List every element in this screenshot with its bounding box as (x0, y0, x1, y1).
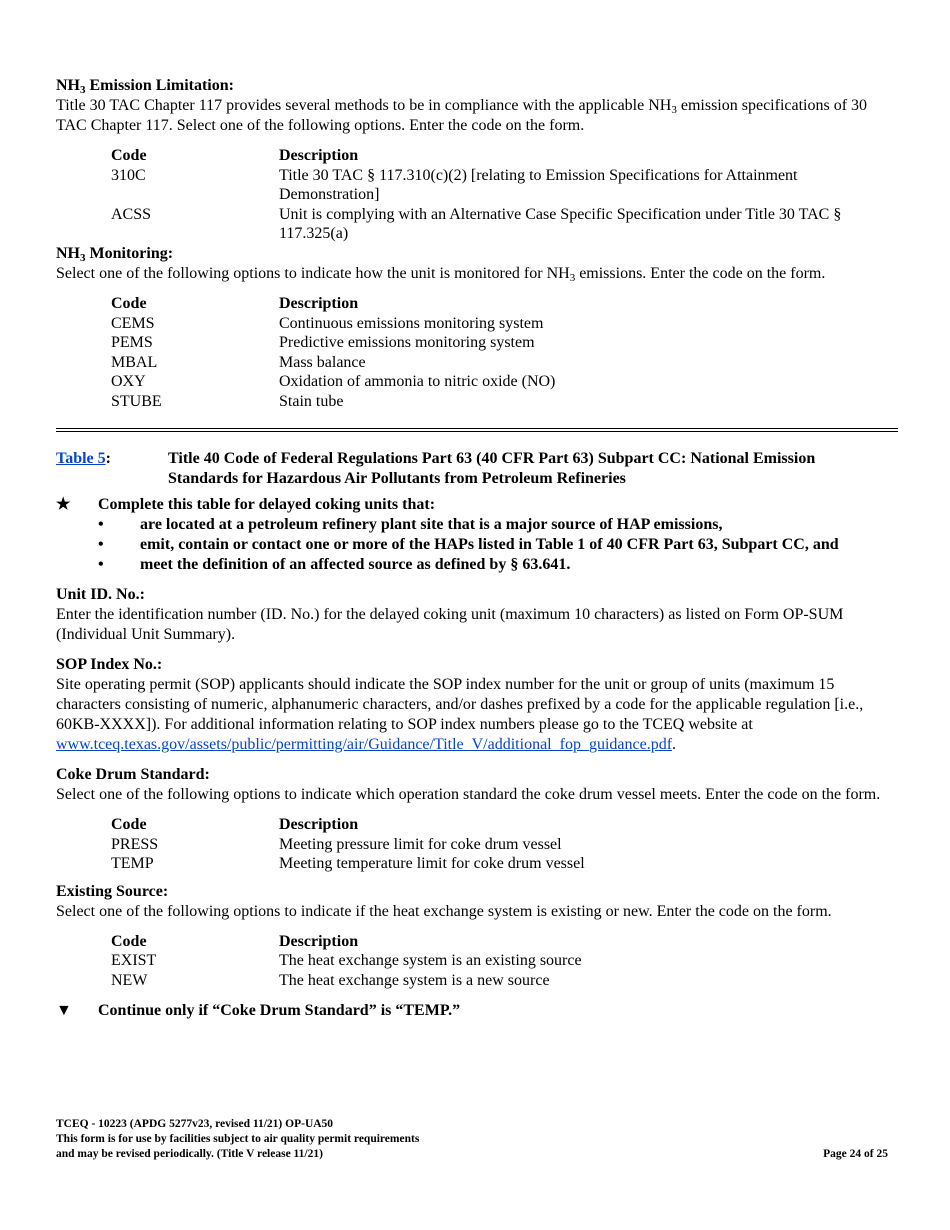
table-row: CEMS Continuous emissions monitoring system (111, 314, 544, 332)
coke-drum-code-table (111, 815, 891, 874)
bullet-icon: • (98, 536, 104, 553)
existing-source-description: Select one of the following options to indicate if the heat exchange system is existing or new. Enter the code on the form. (56, 902, 832, 920)
coke-drum-description: Select one of the following options to indicate which operation standard the coke drum vessel meets. Enter the code on the form. (56, 786, 881, 803)
column-header-code: Code (111, 294, 147, 312)
list-item: • meet the definition of an affected source as defined by § 63.641. (56, 555, 898, 575)
table5-section (56, 449, 898, 1021)
table5-instruction: ★ Complete this table for delayed coking units that: (56, 496, 436, 513)
table-row: PRESS Meeting pressure limit for coke drum vessel (111, 835, 562, 853)
existing-source-heading: Existing Source: (56, 882, 169, 900)
column-header-code: Code (111, 147, 147, 164)
column-header-description: Description (279, 816, 359, 833)
nh3-monitoring-heading: $NH_3$ Monitoring: (56, 244, 174, 264)
table-row: EXIST The heat exchange system is an existing source (111, 952, 582, 970)
column-header-description: Description (279, 932, 359, 950)
table-row: MBAL Mass balance (111, 353, 366, 371)
footer-notice-2: and may be revised periodically. (Title V release 11/21) (56, 1148, 323, 1160)
sop-index-heading: SOP Index No.: (56, 656, 163, 673)
page-content (56, 76, 898, 412)
star-icon: ★ (56, 496, 71, 513)
nh3-emission-description: Title 30 TAC Chapter 117 provides several methods to be in compliance with the applicable $NH_3$ emission specifications of 30 TAC Chapter 117. Select one of the following options. Enter the code on the form. (56, 97, 868, 134)
table-row: ACSS Unit is complying with an Alternative Case Specific Specification under Title 30 TAC § 117.325(a) (111, 205, 842, 243)
table5-criteria-list (56, 515, 898, 575)
footer-form-id: TCEQ - 10223 (APDG 5277v23, revised 11/21) OP-UA50 (56, 1118, 334, 1130)
table-row: 310C Title 30 TAC § 117.310(c)(2) [relating to Emission Specifications for Attainment Demonstration] (111, 166, 798, 204)
nh3-monitoring-code-table (111, 294, 891, 412)
existing-source-code-table (111, 932, 891, 991)
section-divider (56, 428, 898, 429)
bullet-icon: • (98, 516, 104, 533)
footer-notice-1: This form is for use by facilities subject to air quality permit requirements (56, 1133, 420, 1145)
column-header-code: Code (111, 816, 147, 833)
page-footer (56, 1117, 888, 1162)
table5-header: Table 5: Title 40 Code of Federal Regulations Part 63 (40 CFR Part 63) Subpart CC: National Emission Standards for Hazardous Air Pollutants from Petroleum Refineries (56, 449, 898, 489)
list-item: • are located at a petroleum refinery plant site that is a major source of HAP emissions, (56, 515, 898, 535)
tceq-guidance-link[interactable]: www.tceq.texas.gov/assets/public/permitting/air/Guidance/Title_V/additional_fop_guidance.pdf (56, 736, 673, 753)
unit-id-heading: Unit ID. No.: (56, 586, 145, 603)
column-header-description: Description (279, 147, 359, 164)
table-row: OXY Oxidation of ammonia to nitric oxide (NO) (111, 373, 556, 391)
table-row: STUBE Stain tube (111, 392, 344, 410)
section-divider (56, 431, 898, 432)
unit-id-description: Enter the identification number (ID. No.) for the delayed coking unit (maximum 10 characters) as listed on Form OP-SUM (Individual Unit Summary). (56, 606, 844, 643)
table-row: NEW The heat exchange system is a new source (111, 971, 550, 989)
nh3-emission-heading: $NH_3$ Emission Limitation: (56, 77, 234, 96)
column-header-code: Code (111, 932, 147, 950)
table5-link[interactable]: Table 5 (56, 450, 106, 467)
sop-index-description: Site operating permit (SOP) applicants should indicate the SOP index number for the unit or group of units (maximum 15 characters consisting of numeric, alphanumeric characters, and/or dashes prefixed by a code for the applicable regulation [i.e., 60KB-XXXX]). For additional information relating to SOP index numbers please go to the TCEQ website at www.tceq.texas.gov/assets/public/permitting/air/Guidance/Title_V/additional_fop_guidance.pdf. (56, 676, 864, 753)
table-row: PEMS Predictive emissions monitoring system (111, 334, 535, 352)
nh3-emission-code-table (111, 146, 891, 244)
nh3-monitoring-description: Select one of the following options to indicate how the unit is monitored for $NH_3$ emissions. Enter the code on the form. (56, 264, 826, 284)
continue-note: ▼ Continue only if “Coke Drum Standard” is “TEMP.” (56, 1001, 461, 1019)
coke-drum-heading: Coke Drum Standard: (56, 766, 210, 783)
column-header-description: Description (279, 294, 359, 312)
table-row: TEMP Meeting temperature limit for coke drum vessel (111, 855, 585, 873)
table5-title: Title 40 Code of Federal Regulations Part 63 (40 CFR Part 63) Subpart CC: National Emission Standards for Hazardous Air Pollutants from Petroleum Refineries (168, 450, 816, 487)
bullet-icon: • (98, 556, 104, 573)
down-triangle-icon: ▼ (56, 1001, 72, 1019)
page-number: Page 24 of 25 (823, 1148, 888, 1160)
list-item: • emit, contain or contact one or more of the HAPs listed in Table 1 of 40 CFR Part 63, Subpart CC, and (56, 535, 898, 555)
